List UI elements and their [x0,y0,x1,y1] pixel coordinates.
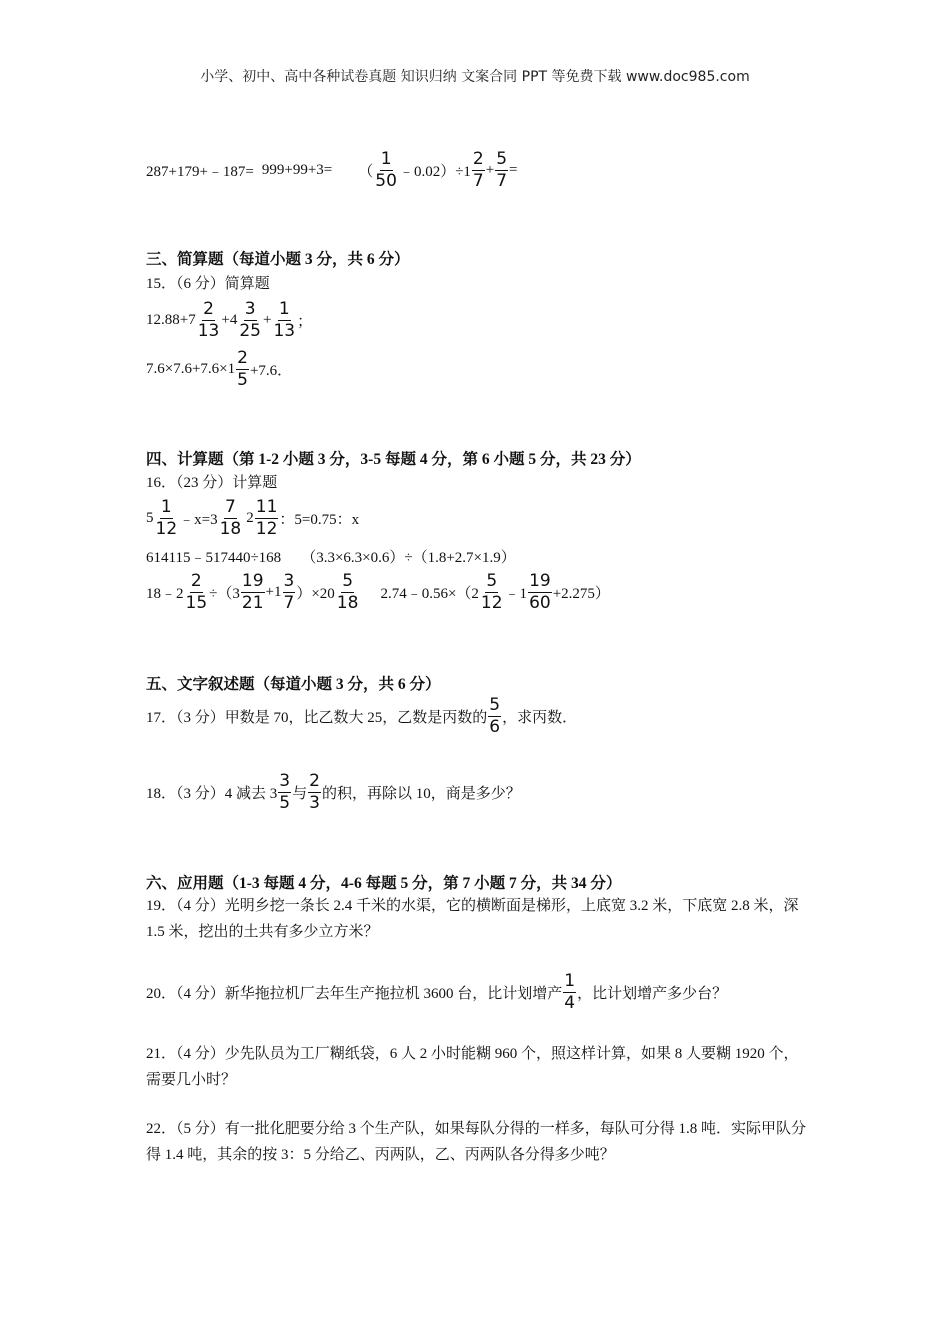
q16-line-3: 18﹣2 $\frac{2}{15}$ ÷（3 $\frac{19}{21}$ +1 $\frac{3}{7}$ ）×20 $\frac{5}{18}$ 2.74﹣0.56×（2 $\frac{5}{12}$ ﹣1 $\frac{19}{60}$ +2.275） [146,571,610,613]
fraction: $\frac{5}{7}$ [496,149,508,191]
fraction: $\frac{2}{13}$ [197,299,220,341]
question-20: 20．（4 分）新华拖拉机厂去年生产拖拉机 3600 台，比计划增产 $\frac{1}{4}$ ，比计划增产多少台？ [146,971,728,1013]
fraction: $\frac{7}{18}$ [219,497,242,539]
question-15: 15．（6 分）简算题 [146,276,270,292]
q15-expression-a: 12.88+7 $\frac{2}{13}$ +4 $\frac{3}{25}$ + $\frac{1}{13}$ ； [146,299,313,341]
fraction: $\frac{1}{12}$ [155,497,178,539]
fraction: $\frac{1}{4}$ [564,971,576,1013]
expr-3-mid: ﹣0.02）÷1 [398,164,471,180]
fraction: $\frac{1}{50}$ [375,149,397,191]
section-4-heading: 四、计算题（第 1-2 小题 3 分，3-5 每题 4 分，第 6 小题 5 分，共 23 分） [146,451,641,468]
fraction: $\frac{5}{6}$ [489,695,501,737]
fraction: $\frac{19}{21}$ [241,571,264,613]
section-3-heading: 三、简算题（每道小题 3 分，共 6 分） [146,251,410,268]
plus-sign: + [485,162,495,178]
top-expressions [146,150,518,191]
section-6-heading: 六、应用题（1-3 每题 4 分，4-6 每题 5 分，第 7 小题 7 分，共 34 分） [146,875,622,892]
expr-1: 287+179+﹣187= [146,164,254,180]
fraction: $\frac{19}{60}$ [529,571,551,613]
equals-sign: = [509,162,518,178]
section-5-heading: 五、文字叙述题（每道小题 3 分，共 6 分） [146,676,441,693]
question-18: 18．（3 分）4 减去 3 $\frac{3}{5}$ 与 $\frac{2}{3}$ 的积，再除以 10，商是多少？ [146,771,521,813]
fraction: $\frac{3}{25}$ [239,299,261,341]
fraction: $\frac{5}{12}$ [480,571,503,613]
fraction: $\frac{11}{12}$ [255,497,278,539]
fraction: $\frac{1}{13}$ [273,299,296,341]
question-19: 19．（4 分）光明乡挖一条长 2.4 千米的水渠，它的横断面是梯形，上底宽 3.2 米，下底宽 2.8 米，深 1.5 米，挖出的土共有多少立方米？ [146,898,799,940]
fraction: $\frac{3}{5}$ [279,771,291,813]
q16-line-1: 5 $\frac{1}{12}$ ﹣x=3 $\frac{7}{18}$ 2 $\frac{11}{12}$ ：5=0.75：x [146,497,360,539]
expr-3-open: （ [358,164,374,180]
q16-line-2: 614115﹣517440÷168 （3.3×6.3×0.6）÷（1.8+2.7×1.9） [146,550,516,566]
question-22: 22．（5 分）有一批化肥要分给 3 个生产队，如果每队分得的一样多，每队可分得 1.8 吨．实际甲队分得 1.4 吨，其余的按 3：5 分给乙、丙两队，乙、丙两队各分得多少吨？ [146,1121,807,1163]
q15-expression-b: 7.6×7.6+7.6×1 $\frac{2}{5}$ +7.6． [146,348,293,390]
fraction: $\frac{2}{5}$ [237,348,248,390]
question-17: 17．（3 分）甲数是 70，比乙数大 25，乙数是丙数的 $\frac{5}{6}$ ，求丙数． [146,695,578,737]
question-21: 21．（4 分）少先队员为工厂糊纸袋，6 人 2 小时能糊 960 个，照这样计算，如果 8 人要糊 1920 个，需要几小时？ [146,1046,799,1088]
fraction: $\frac{2}{7}$ [472,149,484,191]
question-16: 16．（23 分）计算题 [146,475,278,491]
fraction: $\frac{3}{7}$ [283,571,295,613]
expr-2: 999+99+3= [261,162,333,178]
fraction: $\frac{2}{3}$ [309,771,320,813]
fraction: $\frac{2}{15}$ [185,571,208,613]
fraction: $\frac{5}{18}$ [336,571,359,613]
page-header: 小学、初中、高中各种试卷真题 知识归纳 文案合同 PPT 等免费下载 www.doc985.com [200,69,750,85]
